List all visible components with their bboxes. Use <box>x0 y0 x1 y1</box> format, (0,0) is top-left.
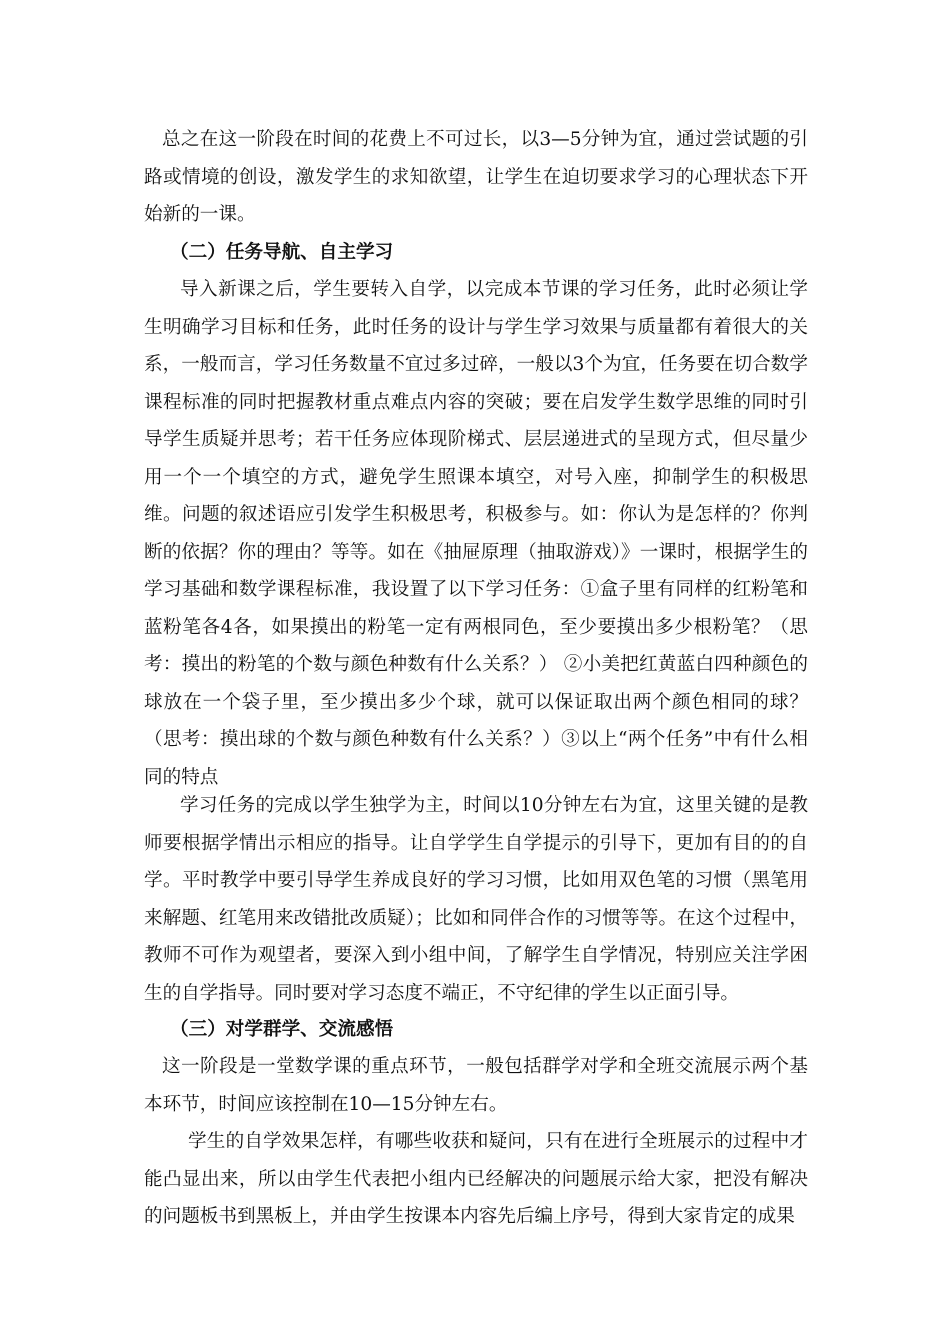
paragraph-independent-study: 学习任务的完成以学生独学为主，时间以10分钟左右为宜，这里关键的是教师要根据学情出示相应的指导。让自学学生自学提示的引导下，更加有目的的自学。平时教学中要引导学生养成良好的学习习惯，比如用双色笔的习惯（黑笔用来解题、红笔用来改错批改质疑）；比如和同伴合作的习惯等等。在这个过程中，教师不可作为观望者，要深入到小组中间，了解学生自学情况，特别应关注学困生的自学指导。同时要对学习态度不端正，不守纪律的学生以正面引导。 <box>144 795 808 1004</box>
paragraph-task-design: 导入新课之后，学生要转入自学，以完成本节课的学习任务，此时必须让学生明确学习目标和任务，此时任务的设计与学生学习效果与质量都有着很大的关系，一般而言，学习任务数量不宜过多过碎，一般以3个为宜，任务要在切合数学课程标准的同时把握教材重点难点内容的突破；要在启发学生数学思维的同时引导学生质疑并思考；若干任务应体现阶梯式、层层递进式的呈现方式，但尽量少用一个一个填空的方式，避免学生照课本填空，对号入座，抑制学生的积极思维。问题的叙述语应引发学生积极思考，积极参与。如：你认为是怎样的？你判断的依据？你的理由？等等。如在《抽屉原理（抽取游戏）》一课时，根据学生的学习基础和数学课程标准，我设置了以下学习任务：①盒子里有同样的红粉笔和蓝粉笔各4各，如果摸出的粉笔一定有两根同色，至少要摸出多少根粉笔？（思考：摸出的粉笔的个数与颜色种数有什么关系？） ②小美把红黄蓝白四种颜色的球放在一个袋子里，至少摸出多少个球，就可以保证取出两个颜色相同的球？（思考：摸出球的个数与颜色种数有什么关系？）③以上“两个任务”中有什么相同的特点 <box>144 279 808 788</box>
paragraph-presentation: 学生的自学效果怎样，有哪些收获和疑问，只有在进行全班展示的过程中才能凸显出来，所以由学生代表把小组内已经解决的问题展示给大家，把没有解决的问题板书到黑板上，并由学生按课本内容先后编上序号，得到大家肯定的成果 <box>144 1131 808 1227</box>
section-heading-group-learning: （三）对学群学、交流感悟 <box>170 1019 394 1040</box>
section-heading-task-navigation: （二）任务导航、自主学习 <box>170 242 394 263</box>
paragraph-summary: 总之在这一阶段在时间的花费上不可过长，以3—5分钟为宜，通过尝试题的引路或情境的创设，激发学生的求知欲望，让学生在迫切要求学习的心理状态下开始新的一课。 <box>144 129 808 225</box>
paragraph-key-stage: 这一阶段是一堂数学课的重点环节，一般包括群学对学和全班交流展示两个基本环节，时间应该控制在10—15分钟左右。 <box>144 1056 808 1115</box>
